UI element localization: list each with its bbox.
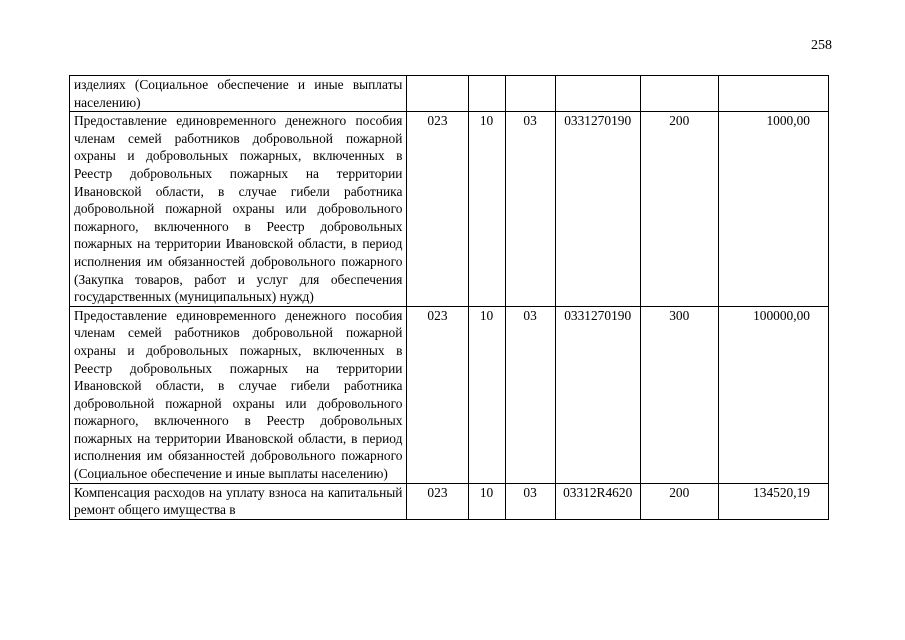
table-row [70, 76, 829, 112]
row-subsection-code [505, 76, 555, 112]
row-description: Предоставление единовременного денежного пособия членам семей работников добровольной пожарной охраны и добровольных пожарных, включенных в Реестр добровольных пожарных на территории Ивановской области, в случае гибели работника добровольной пожарной охраны или добровольного пожарного, включенного в Реестр добровольных пожарных на территории Ивановской области, в период исполнения им обязанностей добровольного пожарного (Социальное обеспечение и иные выплаты населению) [70, 306, 407, 483]
row-subsection-code: 03 [505, 306, 555, 483]
row-target-code: 0331270190 [555, 306, 640, 483]
row-section-code [468, 76, 505, 112]
row-ministry-code: 023 [407, 112, 468, 307]
row-ministry-code: 023 [407, 306, 468, 483]
row-section-code: 10 [468, 306, 505, 483]
row-description: Предоставление единовременного денежного пособия членам семей работников добровольной пожарной охраны и добровольных пожарных, включенных в Реестр добровольных пожарных на территории Ивановской области, в случае гибели работника добровольной пожарной охраны или добровольного пожарного, включенного в Реестр добровольных пожарных на территории Ивановской области, в период исполнения им обязанностей добровольного пожарного (Закупка товаров, работ и услуг для обеспечения государственных (муниципальных) нужд) [70, 112, 407, 307]
row-expense-type: 200 [640, 483, 718, 519]
row-target-code: 0331270190 [555, 112, 640, 307]
row-ministry-code: 023 [407, 483, 468, 519]
row-section-code: 10 [468, 112, 505, 307]
row-section-code: 10 [468, 483, 505, 519]
budget-table [69, 75, 829, 520]
row-subsection-code: 03 [505, 112, 555, 307]
row-target-code [555, 76, 640, 112]
row-subsection-code: 03 [505, 483, 555, 519]
row-expense-type: 200 [640, 112, 718, 307]
table-row [70, 112, 829, 307]
row-amount: 1000,00 [718, 112, 828, 307]
row-expense-type [640, 76, 718, 112]
row-target-code: 03312R4620 [555, 483, 640, 519]
table-row [70, 306, 829, 483]
table-viewport [69, 75, 831, 579]
row-expense-type: 300 [640, 306, 718, 483]
row-ministry-code [407, 76, 468, 112]
row-description: изделиях (Социальное обеспечение и иные выплаты населению) [70, 76, 407, 112]
row-amount: 100000,00 [718, 306, 828, 483]
row-amount: 134520,19 [718, 483, 828, 519]
row-description: Компенсация расходов на уплату взноса на капитальный ремонт общего имущества в [70, 483, 407, 519]
table-row [70, 483, 829, 519]
page-number: 258 [811, 38, 832, 53]
row-amount [718, 76, 828, 112]
